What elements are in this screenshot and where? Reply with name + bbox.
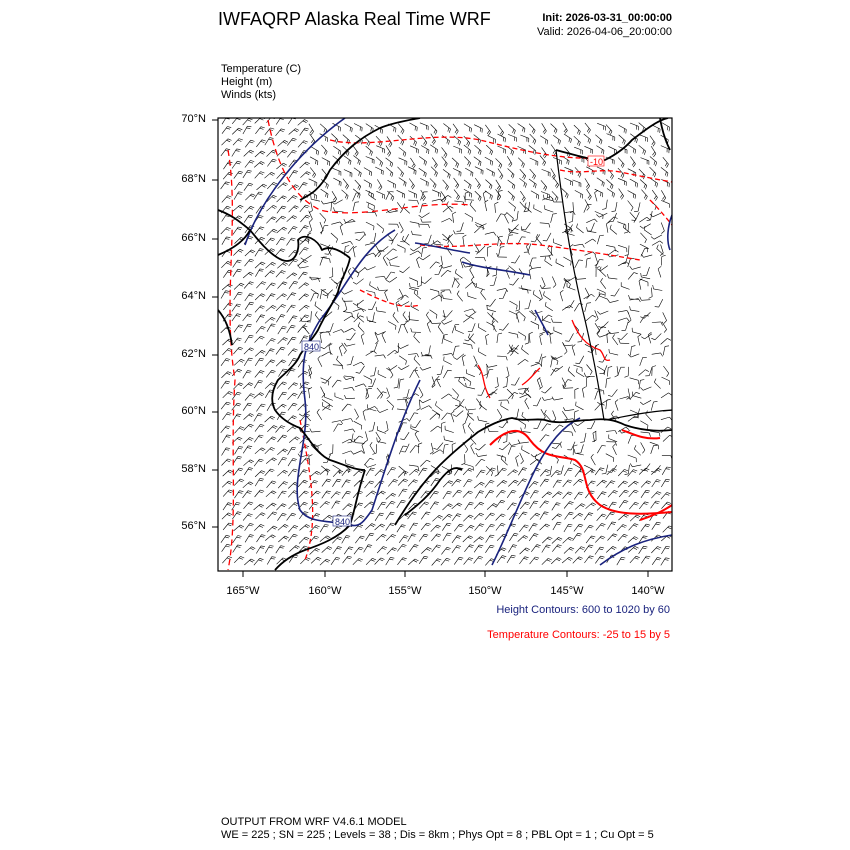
lon-label: 145°W [550,585,584,597]
model-info: OUTPUT FROM WRF V4.6.1 MODEL [221,816,407,828]
lon-label: 140°W [631,585,665,597]
lat-label: 64°N [181,290,206,302]
lat-label: 66°N [181,232,206,244]
lat-label: 60°N [181,405,206,417]
init-time: Init: 2026-03-31_00:00:00 [542,12,672,24]
wind-barbs [221,116,674,566]
field-temperature: Temperature (C) [221,63,302,75]
height-contour-label: 840 [304,342,320,352]
lat-label: 62°N [181,348,206,360]
lon-label: 160°W [308,585,342,597]
lon-label: 150°W [468,585,502,597]
temperature-contour-legend: Temperature Contours: -25 to 15 by 5 [487,629,670,641]
lat-label: 70°N [181,113,206,125]
lat-label: 56°N [181,520,206,532]
temperature-contour-label: -10 [590,157,604,167]
page-title: IWFAQRP Alaska Real Time WRF [218,9,491,29]
height-contour-legend: Height Contours: 600 to 1020 by 60 [496,604,670,616]
field-height: Height (m) [221,76,273,88]
valid-time: Valid: 2026-04-06_20:00:00 [537,26,672,38]
lon-label: 155°W [388,585,422,597]
lat-label: 68°N [181,173,206,185]
lat-label: 58°N [181,463,206,475]
height-contour-label: 840 [335,517,351,527]
lon-label: 165°W [226,585,260,597]
model-config: WE = 225 ; SN = 225 ; Levels = 38 ; Dis = 8km ; Phys Opt = 8 ; PBL Opt = 1 ; Cu Opt = 5 [221,829,654,841]
field-winds: Winds (kts) [221,89,276,101]
